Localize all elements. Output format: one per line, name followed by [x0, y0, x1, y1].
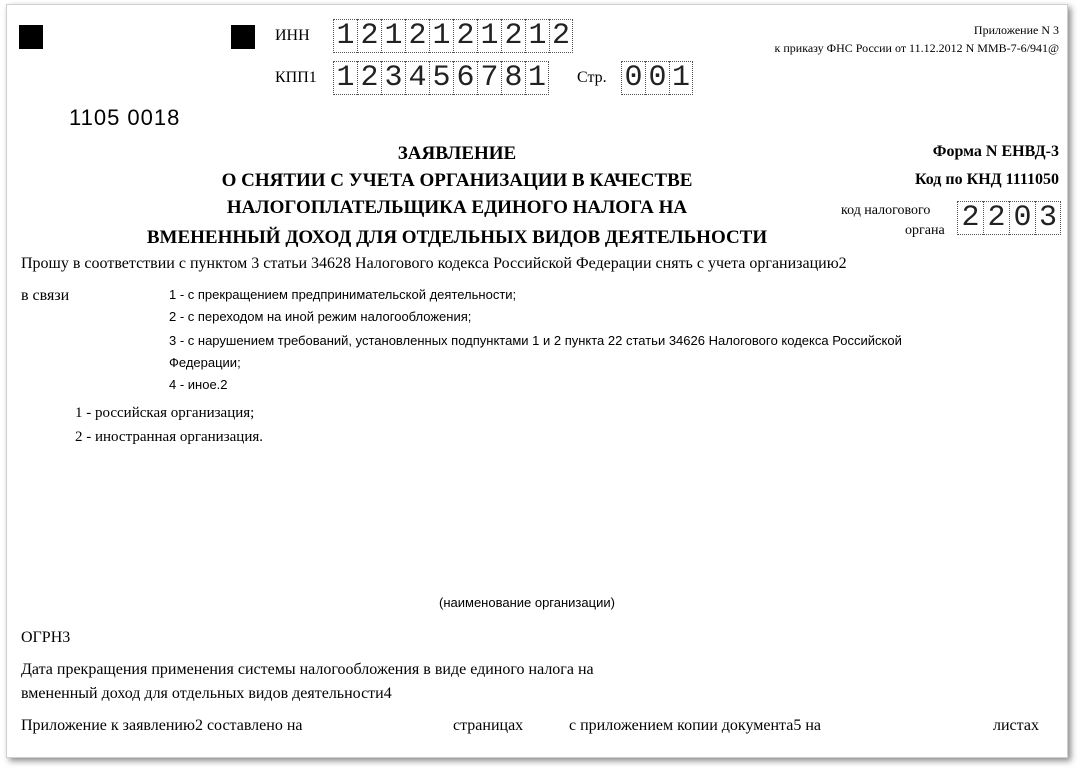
reason-option-4: 4 - иное.2 [169, 377, 228, 392]
page-label: Стр. [577, 69, 607, 86]
tax-org-label-2: органа [905, 223, 945, 238]
tax-org-cell: 3 [1035, 201, 1061, 235]
appendix-pages-label: страницах [453, 717, 524, 734]
org-name-row-4[interactable] [21, 561, 1067, 595]
knd-code: Код по КНД 1111050 [914, 171, 1059, 188]
page-cell: 0 [645, 61, 669, 95]
appendix-copies-label: с приложением копии документа5 на [569, 717, 821, 734]
kpp-cell: 1 [333, 61, 357, 95]
kpp-cell: 2 [357, 61, 381, 95]
inn-cell: 1 [333, 19, 357, 53]
form-title-1: ЗАЯВЛЕНИЕ [397, 143, 517, 164]
appendix-note-2: к приказу ФНС России от 11.12.2012 N ММВ-7-6/941@ [774, 41, 1059, 55]
reason-option-3: 3 - с нарушением требований, установленных подпунктами 1 и 2 пункта 22 статьи 34626 Налоговогo кодекса Российской [169, 333, 902, 348]
form-page [6, 4, 1068, 758]
request-text: Прошу в соответствии с пунктом 3 статьи 34628 Налогового кодекса Российской Федерации снять с учета организацию2 [21, 255, 847, 272]
kpp-cell: 1 [525, 61, 549, 95]
corner-marker-left [19, 25, 43, 49]
inn-cell: 1 [477, 19, 501, 53]
corner-marker-right [231, 25, 255, 49]
reason-option-3-cont: Федерации; [169, 355, 241, 370]
kpp-field[interactable] [333, 61, 549, 95]
inn-label: ИНН [275, 27, 310, 44]
form-name: Форма N ЕНВД-3 [932, 143, 1059, 160]
reason-label: в связи [21, 287, 70, 304]
kpp-cell: 6 [453, 61, 477, 95]
form-title-4: ВМЕНЕННЫЙ ДОХОД ДЛЯ ОТДЕЛЬНЫХ ВИДОВ ДЕЯТЕЛЬНОСТИ [146, 227, 768, 248]
barcode-number: 1105 0018 [69, 105, 181, 130]
appendix-sheets-label: листах [993, 717, 1039, 734]
barcode-icon [59, 35, 219, 107]
kpp-cell: 7 [477, 61, 501, 95]
appendix-label: Приложение к заявлению2 составлено на [21, 717, 303, 734]
inn-cell: 2 [549, 19, 573, 53]
org-type-option-2: 2 - иностранная организация. [75, 429, 263, 445]
tax-org-cell: 2 [957, 201, 983, 235]
tax-org-code-field[interactable] [957, 201, 1061, 235]
org-name-row-2[interactable] [21, 485, 1067, 523]
inn-cell: 1 [381, 19, 405, 53]
inn-cell: 2 [357, 19, 381, 53]
kpp-cell: 4 [405, 61, 429, 95]
appendix-note-1: Приложение N 3 [973, 23, 1059, 37]
tax-org-label-1: код налогового [841, 203, 931, 218]
kpp-label: КПП1 [275, 69, 317, 86]
org-type-option-1: 1 - российская организация; [75, 405, 255, 421]
page-cell: 0 [621, 61, 645, 95]
stop-date-label-1: Дата прекращения применения системы налогообложения в виде единого налога на [21, 661, 594, 678]
tax-org-cell: 0 [1009, 201, 1035, 235]
form-title-3: НАЛОГОПЛАТЕЛЬЩИКА ЕДИНОГО НАЛОГА НА [226, 197, 688, 218]
inn-cell: 2 [501, 19, 525, 53]
reason-option-1: 1 - с прекращением предпринимательской деятельности; [169, 287, 517, 302]
org-name-row-3[interactable] [21, 525, 1067, 559]
org-name-caption: (наименование организации) [439, 595, 615, 610]
kpp-cell: 3 [381, 61, 405, 95]
form-title-2: О СНЯТИИ С УЧЕТА ОРГАНИЗАЦИИ В КАЧЕСТВЕ [221, 170, 693, 191]
org-name-row-1[interactable] [21, 445, 1067, 483]
tax-org-cell: 2 [983, 201, 1009, 235]
reason-option-2: 2 - с переходом на иной режим налогообложения; [169, 309, 472, 324]
kpp-cell: 8 [501, 61, 525, 95]
inn-cell: 1 [525, 19, 549, 53]
kpp-cell: 5 [429, 61, 453, 95]
ogrn-label: ОГРН3 [21, 629, 71, 646]
stop-date-label-2: вмененный доход для отдельных видов деятельности4 [21, 685, 392, 702]
inn-cell: 1 [429, 19, 453, 53]
inn-cell: 2 [453, 19, 477, 53]
inn-cell: 2 [405, 19, 429, 53]
inn-field[interactable] [333, 19, 573, 53]
page-cell: 1 [669, 61, 693, 95]
page-number-field[interactable] [621, 61, 693, 95]
